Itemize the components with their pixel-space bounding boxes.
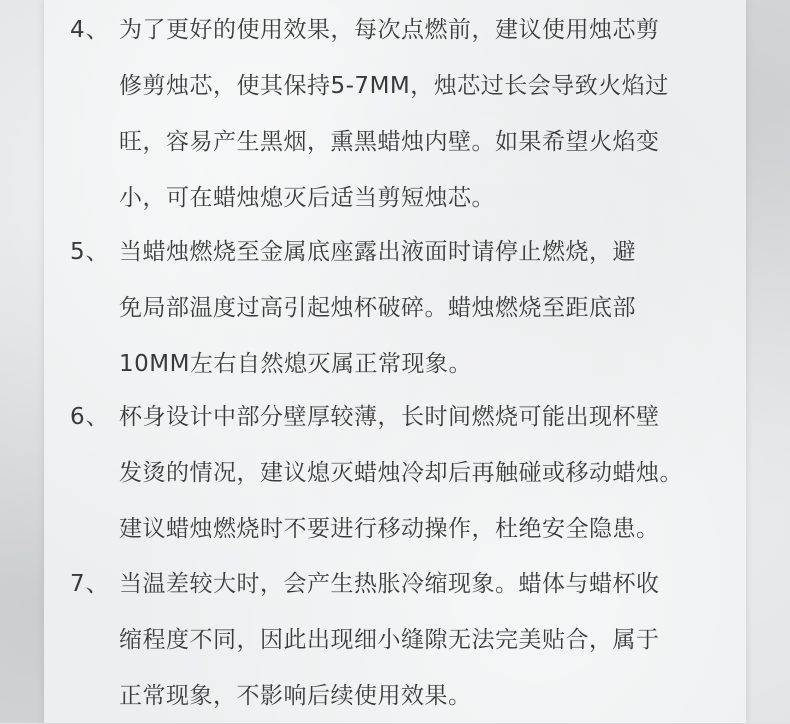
text-line: 正常现象，不影响后续使用效果。: [119, 683, 472, 709]
item-text: [119, 556, 734, 724]
item-text: [119, 2, 734, 226]
item-text: [119, 224, 734, 392]
text-line: 建议蜡烛燃烧时不要进行移动操作，杜绝安全隐患。: [119, 516, 660, 542]
text-line: 当温差较大时，会产生热胀冷缩现象。蜡体与蜡杯收: [119, 571, 660, 597]
text-line: 为了更好的使用效果，每次点燃前，建议使用烛芯剪: [119, 17, 660, 43]
text-line: 缩程度不同，因此出现细小缝隙无法完美贴合，属于: [119, 627, 660, 653]
item-number: 4、: [70, 17, 110, 43]
item-text: [119, 389, 734, 557]
text-line: 杯身设计中部分壁厚较薄，长时间燃烧可能出现杯壁: [119, 404, 660, 430]
text-line: 10MM左右自然熄灭属正常现象。: [119, 351, 472, 377]
text-line: 发烫的情况，建议熄灭蜡烛冷却后再触碰或移动蜡烛。: [119, 460, 683, 486]
text-line: 小，可在蜡烛熄灭后适当剪短烛芯。: [119, 185, 495, 211]
text-line: 旺，容易产生黑烟，熏黑蜡烛内壁。如果希望火焰变: [119, 129, 660, 155]
item-number: 5、: [70, 239, 110, 265]
item-number: 6、: [70, 404, 110, 430]
text-line: 当蜡烛燃烧至金属底座露出液面时请停止燃烧，避: [119, 239, 636, 265]
text-line: 修剪烛芯，使其保持5-7MM，烛芯过长会导致火焰过: [119, 73, 669, 99]
item-number: 7、: [70, 571, 110, 597]
text-line: 免局部温度过高引起烛杯破碎。蜡烛燃烧至距底部: [119, 295, 636, 321]
